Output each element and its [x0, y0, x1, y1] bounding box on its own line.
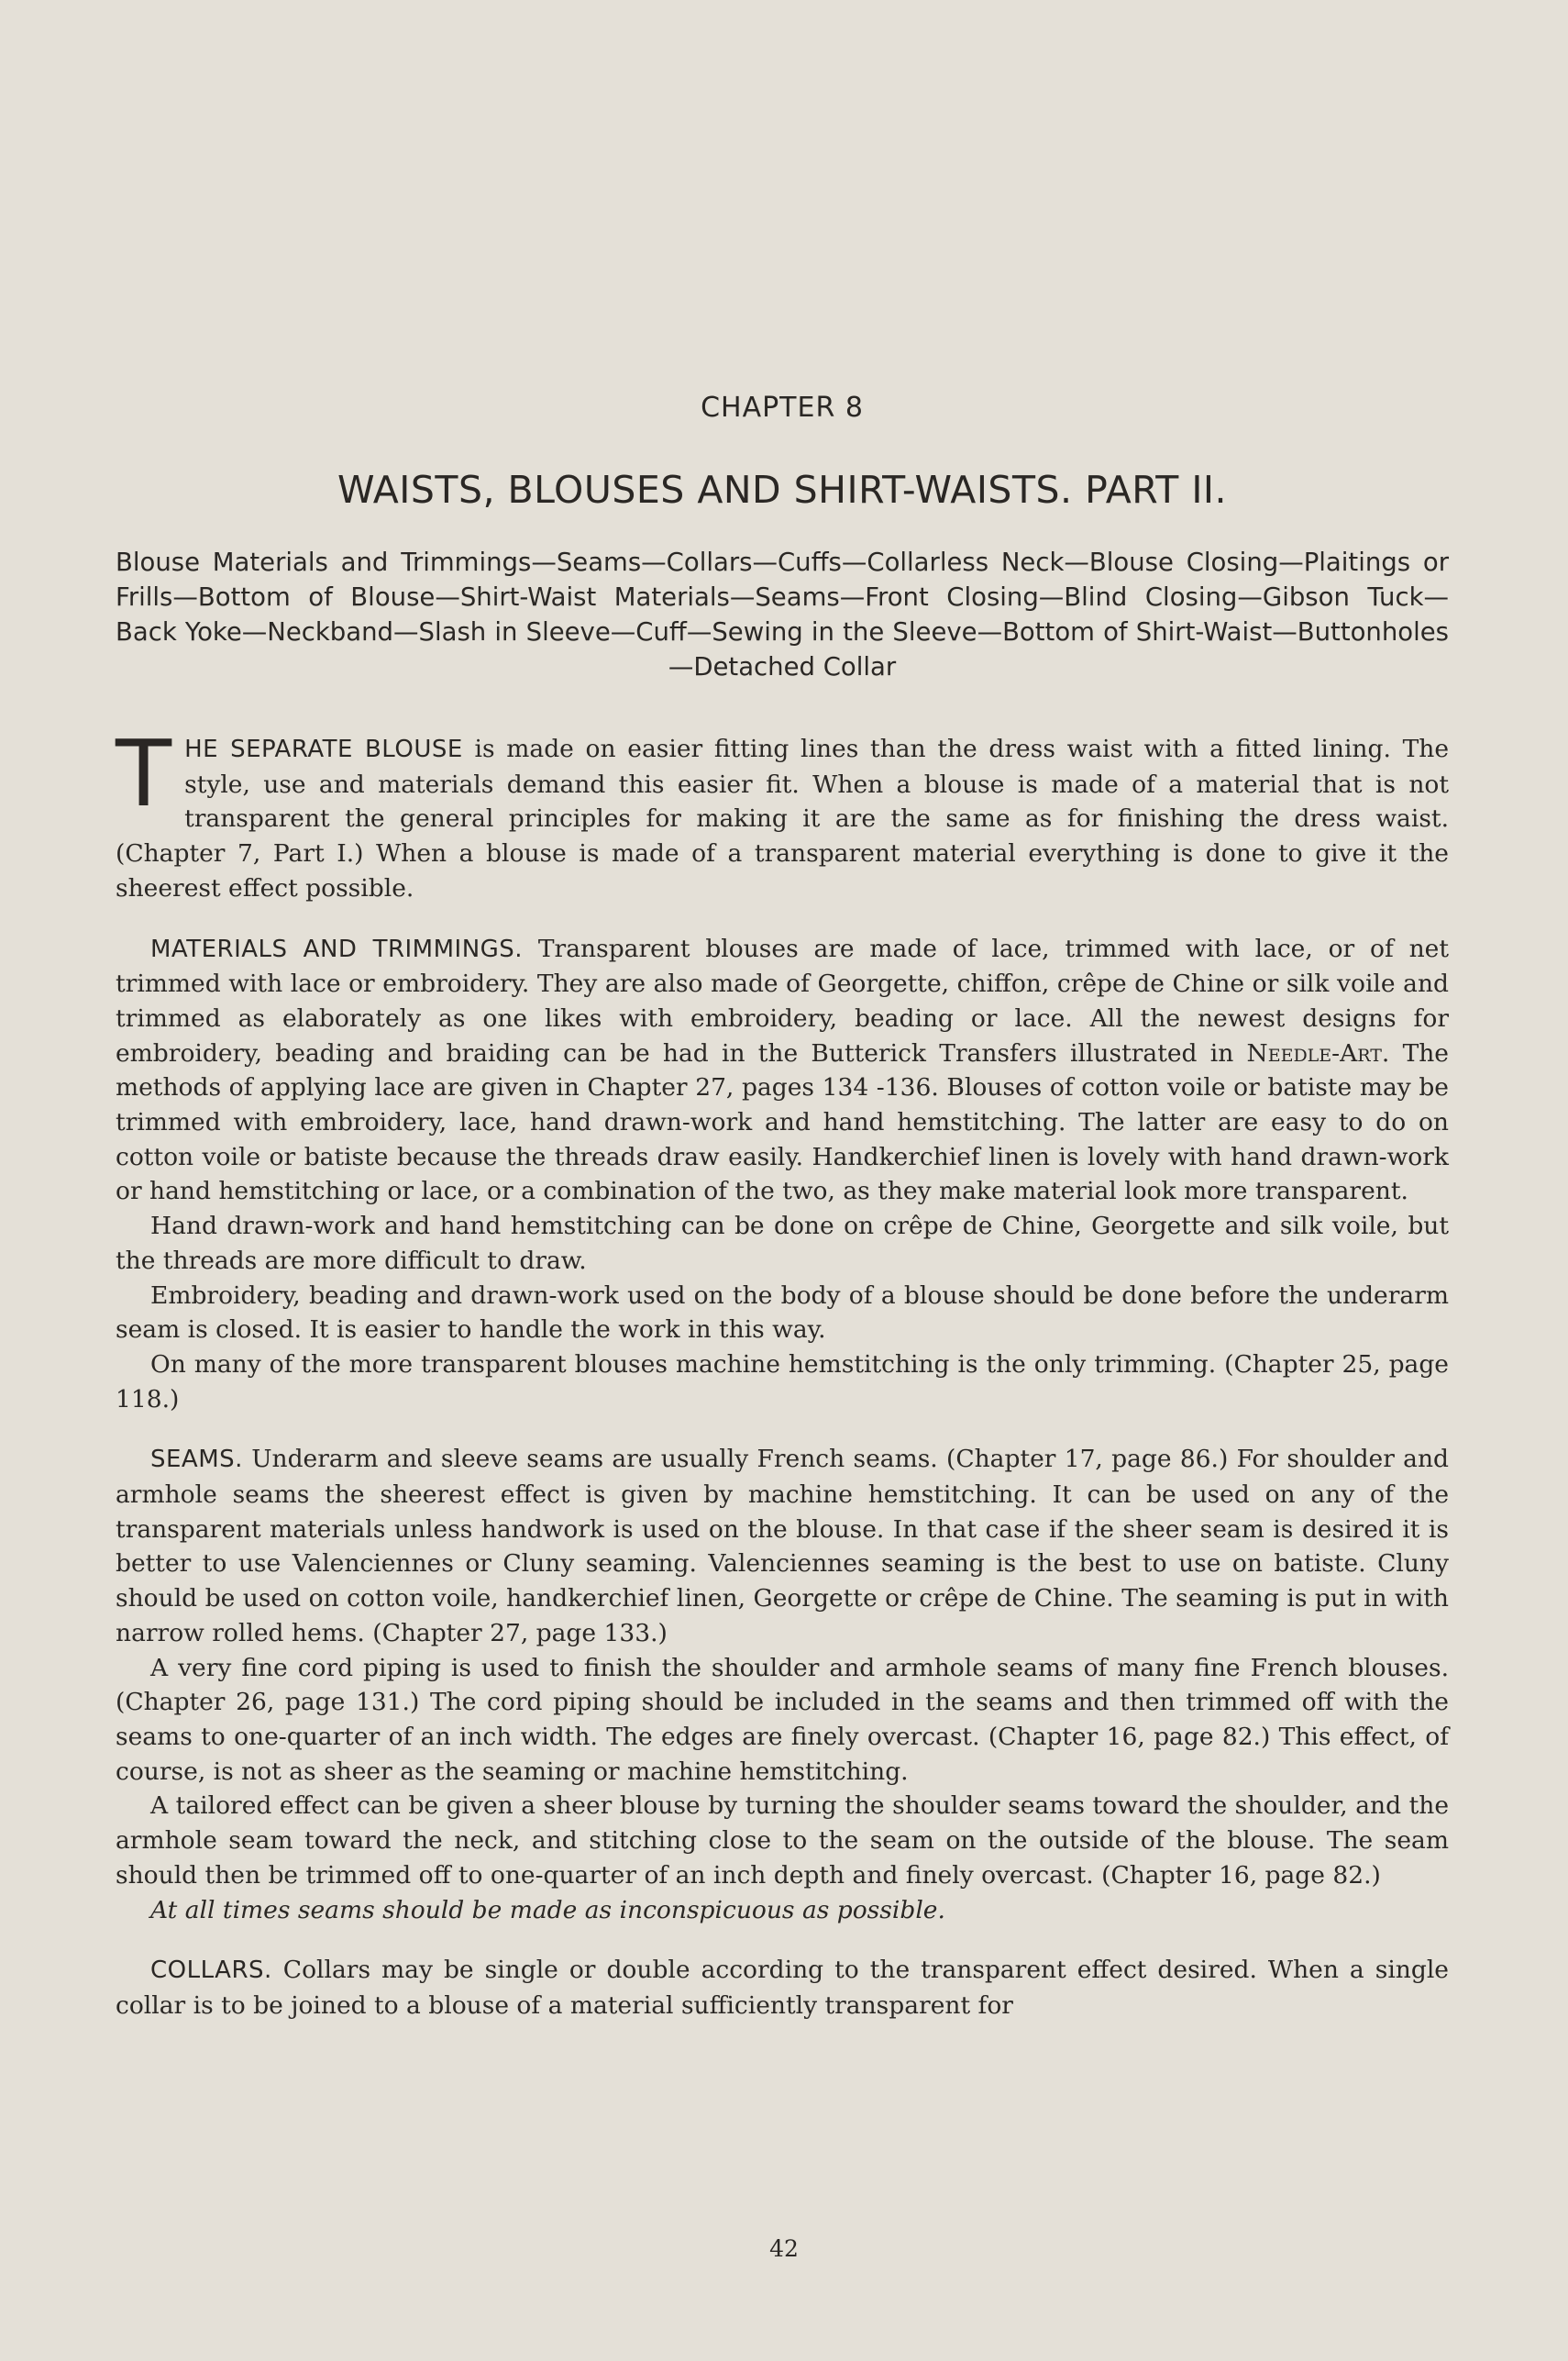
materials-text-after: . The methods of applying lace are given in Chapter 27, pages 134 -136. Blouses of cotton voile or batiste may be trimmed with embroidery, lace, hand drawn-work and hand hemstitching. The latter are easy to do on cotton voile or batiste because the threads draw easily. Handkerchief linen is lovely with hand drawn-work or hand hemstitching or lace, or a combination of the two, as they make material look more transparent. — [116, 1038, 1449, 1206]
materials-paragraph-4: On many of the more transparent blouses machine hemstitching is the only trimming. (Chapter 25, page 118.) — [116, 1349, 1449, 1413]
intro-section — [116, 720, 1449, 906]
collars-paragraph — [116, 1953, 1449, 2023]
materials-paragraph-2: Hand drawn-work and hand hemstitching can be done on crêpe de Chine, Georgette and silk voile, but the threads are more difficult to draw. — [116, 1212, 1449, 1275]
seams-paragraph-2: A very fine cord piping is used to finish the shoulder and armhole seams of many fine French blouses. (Chapter 26, page 131.) The cord piping should be included in the seams and then trimmed off with the seams to one-quarter of an inch width. The edges are finely overcast. (Chapter 16, page 82.) This effect, of course, is not as sheer as the seaming or machine hemstitching. — [116, 1653, 1449, 1786]
materials-text-before: Transparent blouses are made of lace, trimmed with lace, or of net trimmed with lace or embroidery. They are also made of Georgette, chiffon, crêpe de Chine or silk voile and trimmed as elaborately as one likes with embroidery, beading or lace. All the newest designs for embroidery, beading and braiding can be had in the Butterick Transfers illustrated in — [116, 934, 1449, 1068]
intro-text: is made on easier fitting lines than the dress waist with a fitted lining. The style, use and materials demand this easier fit. When a blouse is made of a material that is not transparent the general principles for making it are the same as for finishing the dress waist. (Chapter 7, Part I.) When a blouse is made of a transparent material everything is done to give it the sheerest effect possible. — [116, 735, 1449, 903]
intro-lead-caps: HE SEPARATE BLOUSE — [184, 736, 463, 763]
collars-section — [116, 1953, 1449, 2023]
seams-paragraph-3: A tailored effect can be given a sheer blouse by turning the shoulder seams toward the shoulder, and the armhole seam toward the neck, and stitching close to the seam on the outside of the blouse. The seam should then be trimmed off to one-quarter of an inch depth and finely overcast. (Chapter 16, page 82.) — [116, 1791, 1449, 1890]
seams-heading: SEAMS. — [150, 1446, 243, 1474]
seams-italic-note: At all times seams should be made as inconspicuous as possible. — [150, 1895, 945, 1924]
needle-art-magazine: Needle-Art — [1246, 1038, 1382, 1068]
page-number: 42 — [769, 2235, 799, 2262]
chapter-summary: Blouse Materials and Trimmings—Seams—Collars—Cuffs—Collarless Neck—Blouse Closing—Plaitings or Frills—Bottom of Blouse—Shirt-Waist Materials—Seams—Front Closing—Blind Closing—Gibson Tuck—Back Yoke—Neckband—Slash in Sleeve—Cuff—Sewing in the Sleeve—Bottom of Shirt-Waist—Buttonholes—Detached Collar — [116, 548, 1449, 682]
seams-section — [116, 1442, 1449, 1927]
intro-paragraph — [116, 720, 1449, 906]
materials-paragraph — [116, 932, 1449, 1210]
drop-cap: T — [116, 720, 172, 827]
materials-heading: MATERIALS AND TRIMMINGS. — [150, 935, 524, 963]
chapter-title: WAISTS, BLOUSES AND SHIRT-WAISTS. PART II. — [337, 468, 1228, 512]
materials-paragraph-3: Embroidery, beading and drawn-work used on the body of a blouse should be done before the underarm seam is closed. It is easier to handle the work in this way. — [116, 1280, 1449, 1345]
collars-text: Collars may be single or double according to the transparent effect desired. When a single collar is to be joined to a blouse of a material sufficiently transparent for — [116, 1956, 1449, 2020]
materials-section — [116, 932, 1449, 1417]
page-content — [116, 385, 1449, 2023]
chapter-label: CHAPTER 8 — [701, 392, 864, 424]
seams-text: Underarm and sleeve seams are usually French seams. (Chapter 17, page 86.) For shoulder and armhole seams the sheerest effect is given by machine hemstitching. It can be used on any of the transparent materials unless handwork is used on the blouse. In that case if the sheer seam is desired it is better to use Valenciennes or Cluny seaming. Valenciennes seaming is the best to use on batiste. Cluny should be used on cotton voile, handkerchief linen, Georgette or crêpe de Chine. The seaming is put in with narrow rolled hems. (Chapter 27, page 133.) — [116, 1445, 1449, 1647]
collars-heading: COLLARS. — [150, 1956, 272, 1985]
seams-paragraph — [116, 1442, 1449, 1650]
